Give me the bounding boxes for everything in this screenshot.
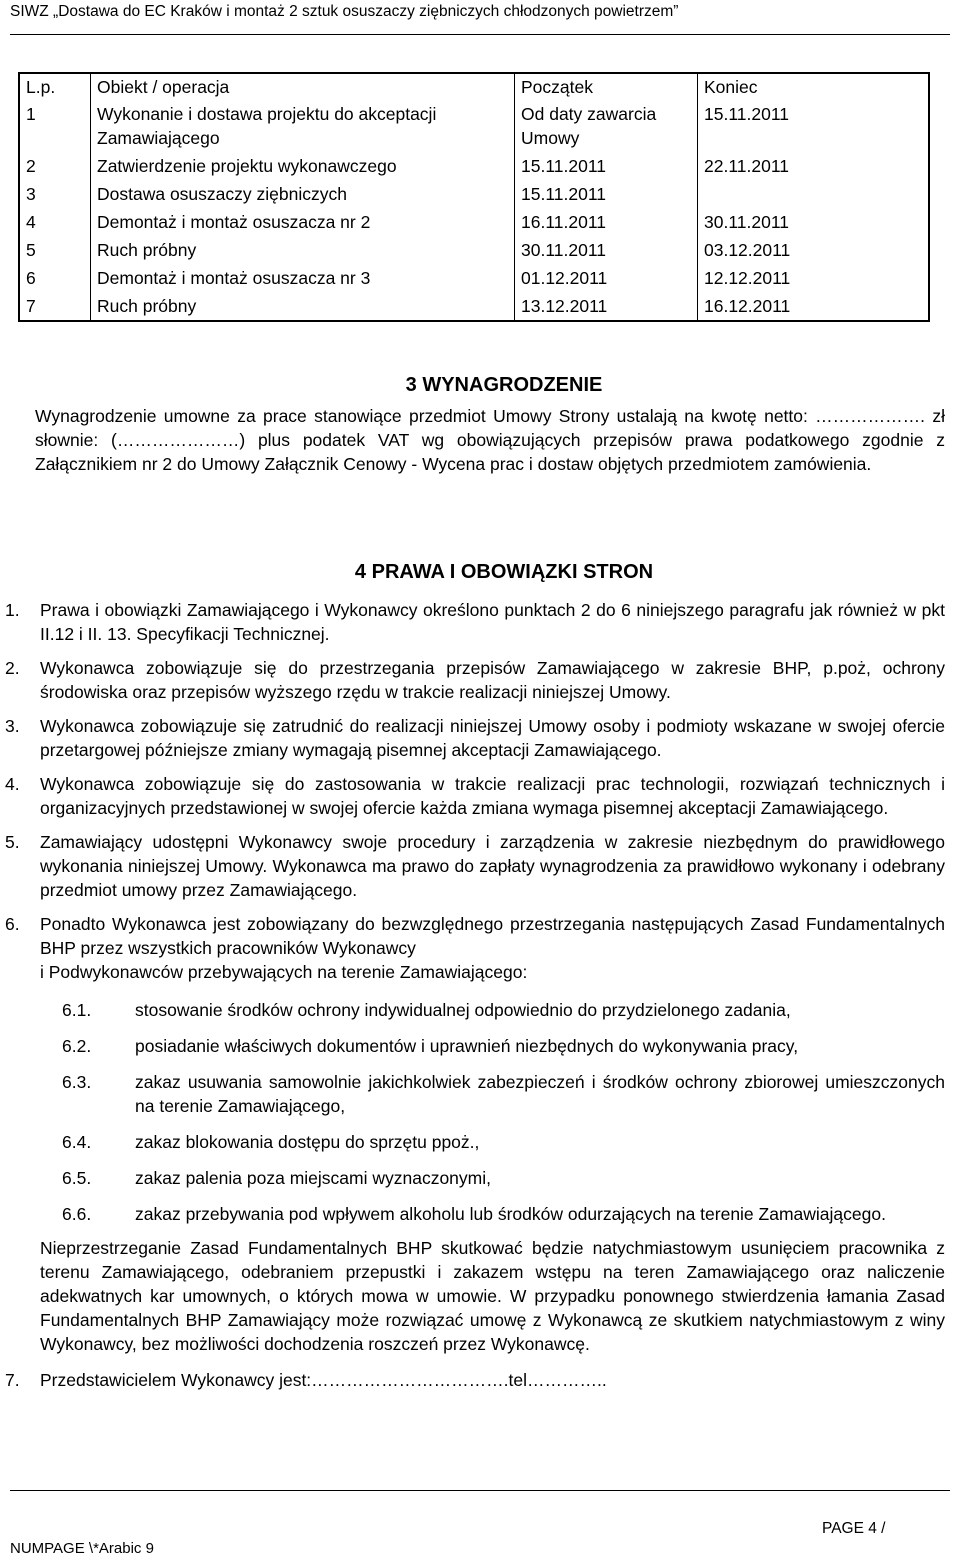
row-end: 30.11.2011 [704, 212, 789, 232]
table-header-row [19, 73, 929, 100]
row-num: 3 [19, 180, 91, 208]
remuneration-paragraph: Wynagrodzenie umowne za prace stanowiące przedmiot Umowy Strony ustalają na kwotę netto: ………………. zł słownie: (…………………) plus podatek VAT wg obowiązujących przepisów prawa podatkowego zgodnie z Załącznikiem nr 2 do Umowy Załącznik Cenowy - Wycena prac i dostaw objętych przedmiotem zamówienia. [35, 406, 945, 474]
sub-list-item [0, 1166, 945, 1190]
row-num: 7 [19, 292, 91, 321]
subitem-text: zakaz blokowania dostępu do sprzętu ppoż., [135, 1132, 480, 1152]
subitem-number: 6.4. [62, 1132, 92, 1152]
item-number: 6. [5, 914, 20, 934]
row-end: 12.12.2011 [704, 268, 791, 288]
schedule-table [18, 72, 930, 322]
row-start: 16.11.2011 [515, 208, 698, 236]
row-end: 15.11.2011 [704, 104, 789, 124]
row-start: 15.11.2011 [515, 152, 698, 180]
subitem-number: 6.2. [62, 1036, 92, 1056]
row-start: 01.12.2011 [515, 264, 698, 292]
list-item [0, 656, 945, 704]
row-end [698, 180, 930, 208]
list-item [0, 714, 945, 762]
sub-list-item [0, 1130, 945, 1154]
row-end: 16.12.2011 [704, 296, 791, 316]
table-row [19, 180, 929, 208]
list-item [0, 598, 945, 646]
row-object: Dostawa osuszaczy ziębniczych [91, 180, 515, 208]
row-start: 30.11.2011 [515, 236, 698, 264]
subitem-number: 6.1. [62, 1000, 92, 1020]
section-heading: 4 PRAWA I OBOWIĄZKI STRON [354, 561, 654, 583]
obligations-list [0, 598, 945, 1402]
subitem-text: zakaz usuwania samowolnie jakichkolwiek zabezpieczeń i środków ochrony zbiorowej umieszczonych na terenie Zamawiającego, [135, 1072, 945, 1116]
list-item-6 [0, 912, 945, 984]
col-header-object: Obiekt / operacja [91, 73, 515, 100]
row-object: Demontaż i montaż osuszacza nr 2 [91, 208, 515, 236]
section-title-rights [35, 559, 945, 585]
section-remuneration [35, 372, 945, 476]
col-header-end: Koniec [704, 77, 758, 97]
row-num: 5 [19, 236, 91, 264]
item6-line1: Ponadto Wykonawca jest zobowiązany do bezwzględnego przestrzegania następujących Zasad Fundamentalnych BHP przez wszystkich pracowników Wykonawcy [40, 914, 945, 958]
row-object: Wykonanie i dostawa projektu do akceptacji Zamawiającego [91, 100, 515, 152]
subitem-number: 6.6. [62, 1204, 92, 1224]
row-object: Demontaż i montaż osuszacza nr 3 [91, 264, 515, 292]
row-object: Zatwierdzenie projektu wykonawczego [91, 152, 515, 180]
item-text: Wykonawca zobowiązuje się zatrudnić do realizacji niniejszej Umowy osoby i podmioty wskazane w swojej ofercie przetargowej późniejsze zmiany wymagają pisemnej akceptacji Zamawiającego. [40, 716, 945, 760]
list-item [0, 772, 945, 820]
item-number: 4. [5, 774, 20, 794]
section-title-remuneration [35, 372, 945, 398]
row-num: 2 [19, 152, 91, 180]
table-row [19, 100, 929, 152]
item-number: 7. [5, 1370, 20, 1390]
sub-list-item [0, 1070, 945, 1118]
table-row [19, 208, 929, 236]
row-start: Od daty zawarcia Umowy [515, 100, 698, 152]
subitem-number: 6.5. [62, 1168, 92, 1188]
row-num: 4 [19, 208, 91, 236]
header-title: SIWZ „Dostawa do EC Kraków i montaż 2 sztuk osuszaczy ziębniczych chłodzonych powietrzem” [10, 3, 679, 20]
subitem-text: zakaz palenia poza miejscami wyznaczonymi, [135, 1168, 491, 1188]
subitem-text: stosowanie środków ochrony indywidualnej odpowiednio do przydzielonego zadania, [135, 1000, 791, 1020]
row-start: 13.12.2011 [515, 292, 698, 321]
list-item [0, 1368, 945, 1392]
item6-line2: i Podwykonawców przebywających na terenie Zamawiającego: [40, 962, 528, 982]
row-num: 6 [19, 264, 91, 292]
table-row [19, 264, 929, 292]
row-object: Ruch próbny [91, 236, 515, 264]
item-text: Przedstawicielem Wykonawcy jest:…………………………….tel………….. [40, 1370, 607, 1390]
item-text: Wykonawca zobowiązuje się do zastosowania w trakcie realizacji prac technologii, rozwiązań technicznych i organizacyjnych przedstawionej w swojej ofercie każda zmiana wymaga pisemnej akceptacji Zamawiającego. [40, 774, 945, 818]
row-end: 03.12.2011 [704, 240, 791, 260]
col-header-start: Początek [515, 73, 698, 100]
item-text: Wykonawca zobowiązuje się do przestrzegania przepisów Zamawiającego w zakresie BHP, p.poż, ochrony środowiska oraz przepisów wyższego rzędu w trakcie realizacji niniejszej Umowy. [40, 658, 945, 702]
section-heading: 3 WYNAGRODZENIE [405, 374, 603, 396]
item-number: 3. [5, 716, 20, 736]
table-row [19, 152, 929, 180]
closing-text: Nieprzestrzeganie Zasad Fundamentalnych BHP skutkować będzie natychmiastowym usunięciem pracownika z terenu Zamawiającego, odebraniem przepustki i zakazem wstępu na teren Zamawiającego oraz naliczenie adekwatnych kar umownych, o których mowa w umowie. W przypadku ponownego stwierdzenia łamania Zasad Fundamentalnych BHP Zamawiający może rozwiązać umowę z Wykonawcą ze skutkiem natychmiastowym z winy Wykonawcy, bez możliwości dochodzenia roszczeń przez Wykonawcę. [40, 1238, 945, 1354]
page-number-field: PAGE 4 / [822, 1520, 886, 1537]
header-divider [10, 34, 950, 35]
document-header [10, 0, 948, 22]
item-text: Prawa i obowiązki Zamawiającego i Wykonawcy określono punktach 2 do 6 niniejszego paragrafu jak również w pkt II.12 i II. 13. Specyfikacji Technicznej. [40, 600, 945, 644]
item-number: 5. [5, 832, 20, 852]
item-number: 1. [5, 600, 20, 620]
table-row [19, 236, 929, 264]
footer-divider [10, 1490, 950, 1491]
row-object: Ruch próbny [91, 292, 515, 321]
section-rights-obligations [35, 559, 945, 591]
row-start: 15.11.2011 [515, 180, 698, 208]
list-item [0, 830, 945, 902]
subitem-text: posiadanie właściwych dokumentów i uprawnień niezbędnych do wykonywania pracy, [135, 1036, 799, 1056]
subitem-number: 6.3. [62, 1072, 92, 1092]
numpages-field: NUMPAGE \*Arabic 9 [10, 1540, 154, 1557]
closing-paragraph [0, 1236, 945, 1356]
subitem-text: zakaz przebywania pod wpływem alkoholu lub środków odurzających na terenie Zamawiającego. [135, 1204, 886, 1224]
item-text: Zamawiający udostępni Wykonawcy swoje procedury i zarządzenia w zakresie niezbędnym do prawidłowego wykonania niniejszej Umowy. Wykonawca ma prawo do zapłaty wynagrodzenia za prawidłowo wykonany i odebrany przedmiot umowy przez Zamawiającego. [40, 832, 945, 900]
table-row [19, 292, 929, 321]
sub-list-item [0, 1034, 945, 1058]
sub-list-item [0, 1202, 945, 1226]
sub-list-item [0, 998, 945, 1022]
row-end: 22.11.2011 [704, 156, 789, 176]
item-number: 2. [5, 658, 20, 678]
col-header-lp: L.p. [19, 73, 91, 100]
row-num: 1 [19, 100, 91, 152]
